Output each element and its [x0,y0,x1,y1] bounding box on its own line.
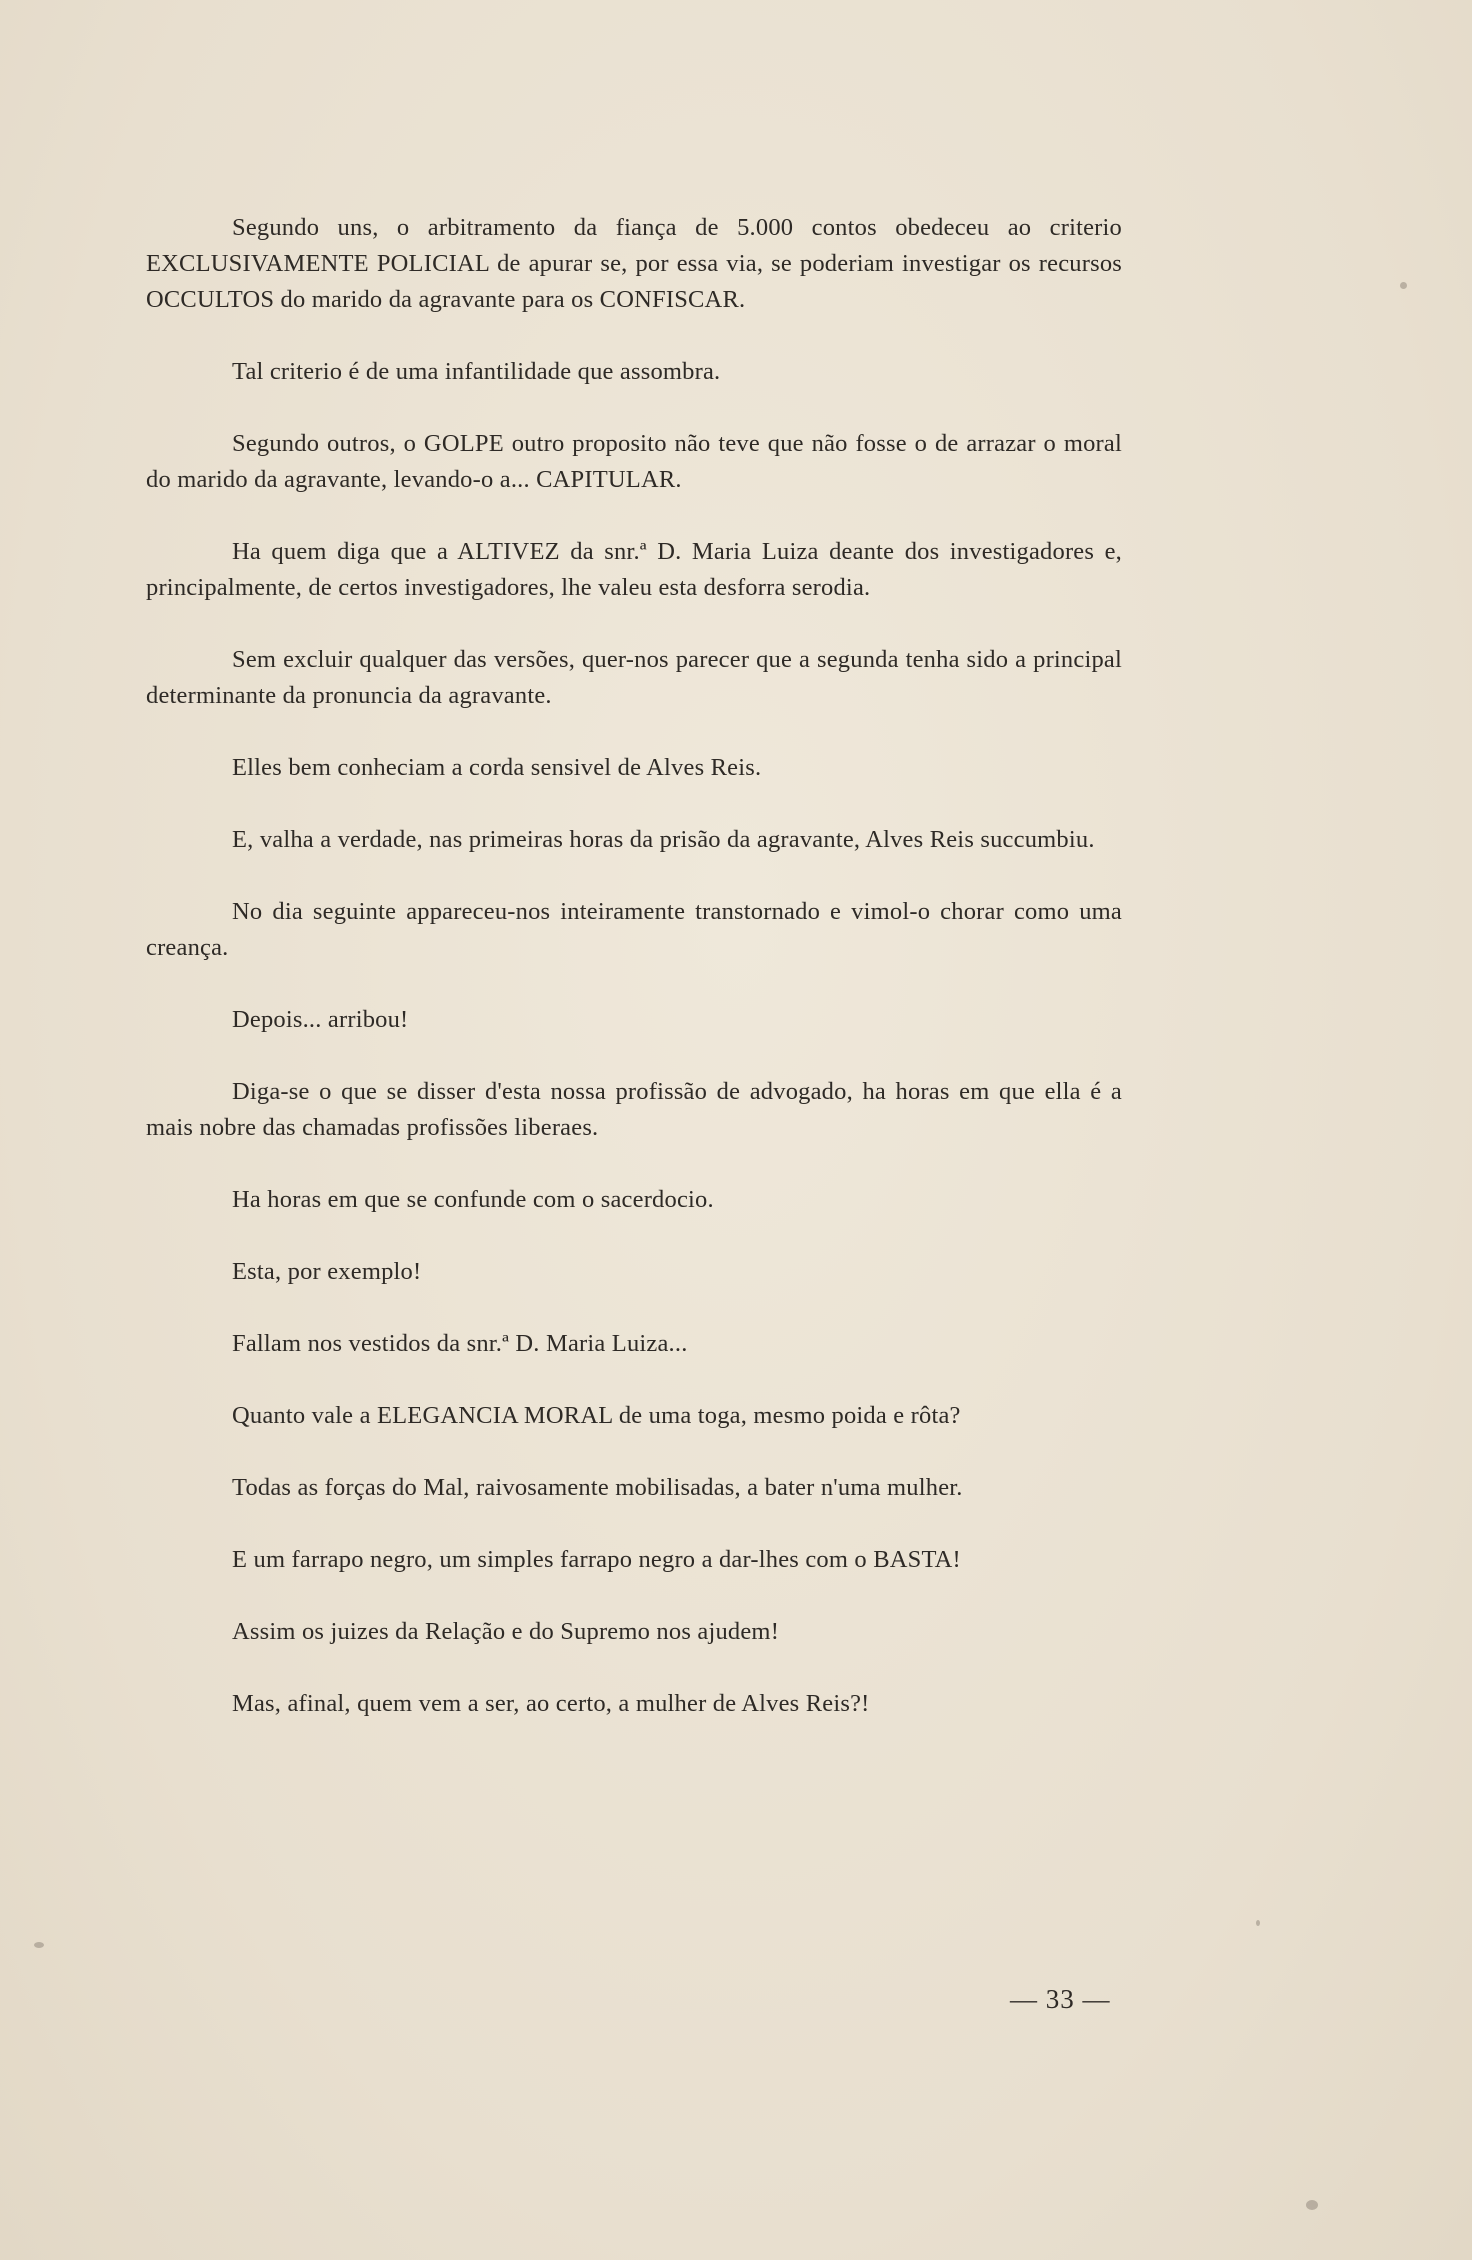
paragraph: Ha horas em que se confunde com o sacerdocio. [232,1186,714,1213]
paragraph: Segundo outros, o GOLPE outro proposito não teve que não fosse o de arrazar o moral do marido da agravante, levando-o a... CAPITULAR. [146,430,1122,493]
paragraph: Assim os juizes da Relação e do Supremo nos ajudem! [232,1618,780,1645]
page-text-block [146,210,1122,1758]
paragraph: Tal criterio é de uma infantilidade que assombra. [232,358,721,385]
paragraph: Segundo uns, o arbitramento da fiança de 5.000 contos obedeceu ao criterio EXCLUSIVAMENTE POLICIAL de apurar se, por essa via, se poderiam investigar os recursos OCCULTOS do marido da agravante para os CONFISCAR. [146,214,1122,313]
paragraph: No dia seguinte appareceu-nos inteiramente transtornado e vimol-o chorar como uma creança. [146,898,1122,961]
paragraph: Elles bem conheciam a corda sensivel de Alves Reis. [232,754,762,781]
page-number: — 33 — [1010,1984,1111,2014]
paragraph: Diga-se o que se disser d'esta nossa profissão de advogado, ha horas em que ella é a mais nobre das chamadas profissões liberaes. [146,1078,1122,1141]
paragraph: Depois... arribou! [232,1006,409,1033]
paragraph: Todas as forças do Mal, raivosamente mobilisadas, a bater n'uma mulher. [232,1474,963,1501]
paragraph: E, valha a verdade, nas primeiras horas da prisão da agravante, Alves Reis succumbiu. [232,826,1095,853]
paragraph: Ha quem diga que a ALTIVEZ da snr.ª D. Maria Luiza deante dos investigadores e, principalmente, de certos investigadores, lhe valeu esta desforra serodia. [146,538,1122,601]
paragraph: E um farrapo negro, um simples farrapo negro a dar-lhes com o BASTA! [232,1546,961,1573]
paragraph: Mas, afinal, quem vem a ser, ao certo, a mulher de Alves Reis?! [232,1690,870,1717]
paper-speck [1306,2200,1318,2210]
paper-speck [34,1942,44,1948]
paragraph: Esta, por exemplo! [232,1258,422,1285]
paragraph: Sem excluir qualquer das versões, quer-nos parecer que a segunda tenha sido a principal determinante da pronuncia da agravante. [146,646,1122,709]
paper-speck [1256,1920,1260,1926]
paper-speck [1400,282,1407,289]
paragraph: Quanto vale a ELEGANCIA MORAL de uma toga, mesmo poida e rôta? [232,1402,961,1429]
paragraph: Fallam nos vestidos da snr.ª D. Maria Luiza... [232,1330,688,1357]
